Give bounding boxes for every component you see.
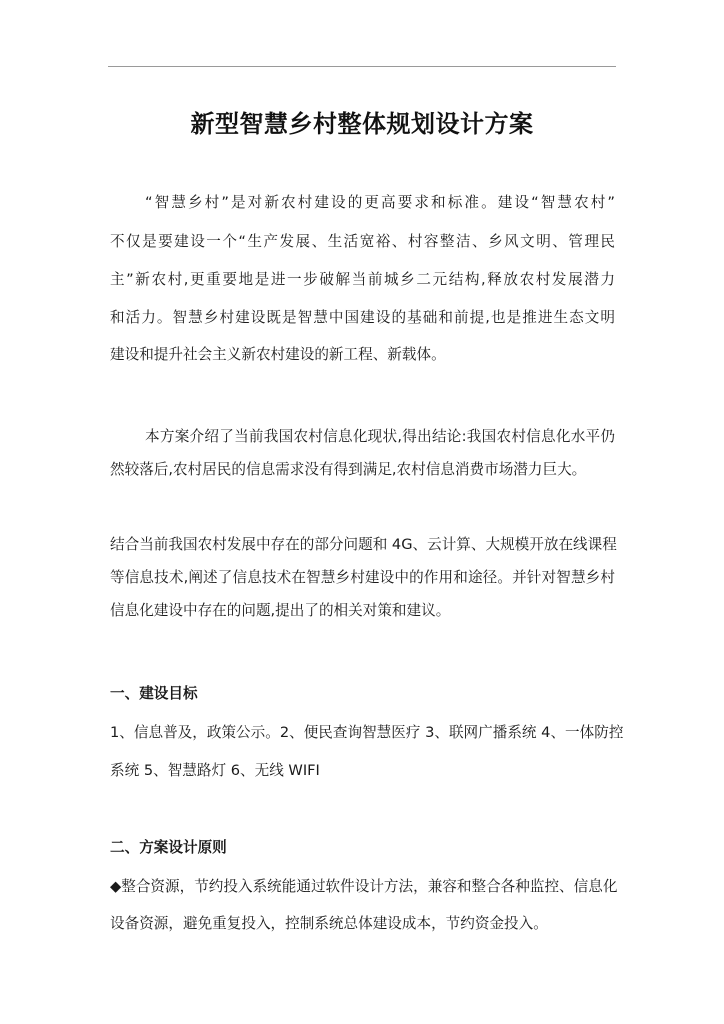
paragraph-line: 设备资源，避免重复投入，控制系统总体建设成本，节约资金投入。 [110, 915, 548, 932]
paragraph-line: ◆整合资源，节约投入系统能通过软件设计方法，兼容和整合各种监控、信息化 [110, 878, 618, 895]
paragraph-line: 主”新农村,更重要地是进一步破解当前城乡二元结构,释放农村发展潜力 [110, 271, 615, 288]
paragraph-line: 结合当前我国农村发展中存在的部分问题和 4G、云计算、大规模开放在线课程 [110, 536, 617, 553]
document-title: 新型智慧乡村整体规划设计方案 [190, 110, 534, 138]
paragraph-line: 1、信息普及，政策公示。2、便民查询智慧医疗 3、联网广播系统 4、一体防控 [110, 724, 624, 741]
header-rule [108, 66, 616, 67]
paragraph-line: “智慧乡村”是对新农村建设的更高要求和标准。建设“智慧农村” [145, 194, 615, 211]
paragraph-line: 和活力。智慧乡村建设既是智慧中国建设的基础和前提,也是推进生态文明 [110, 309, 615, 326]
paragraph-line: 建设和提升社会主义新农村建设的新工程、新载体。 [110, 346, 446, 363]
paragraph-line: 然较落后,农村居民的信息需求没有得到满足,农村信息消费市场潜力巨大。 [110, 461, 587, 478]
paragraph-line: 信息化建设中存在的问题,提出了的相关对策和建议。 [110, 602, 451, 619]
paragraph-line: 本方案介绍了当前我国农村信息化现状,得出结论:我国农村信息化水平仍 [145, 428, 615, 445]
section-heading: 一、建设目标 [110, 685, 198, 702]
section-heading: 二、方案设计原则 [110, 839, 227, 856]
paragraph-line: 等信息技术,阐述了信息技术在智慧乡村建设中的作用和途径。并针对智慧乡村 [110, 569, 615, 586]
paragraph-line: 不仅是要建设一个“生产发展、生活宽裕、村容整洁、乡风文明、管理民 [110, 233, 615, 250]
paragraph-line: 系统 5、智慧路灯 6、无线 WIFI [110, 762, 320, 779]
